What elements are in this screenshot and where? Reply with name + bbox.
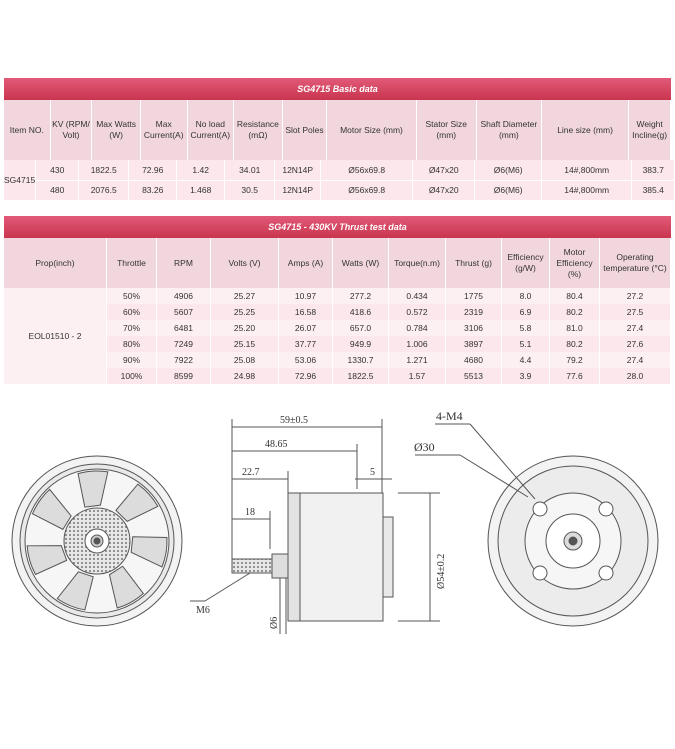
thrust-cell: 0.572	[389, 304, 446, 320]
thrust-cell: 79.2	[550, 352, 600, 368]
thrust-header-cell: Operating temperature (°C)	[600, 238, 671, 288]
thrust-cell: 3106	[446, 320, 502, 336]
thrust-cell: 657.0	[333, 320, 389, 336]
thrust-cell: 5607	[157, 304, 211, 320]
basic-cell: 14#,800mm	[542, 181, 632, 201]
thrust-header-cell: Volts (V)	[211, 238, 279, 288]
thrust-cell: 27.5	[600, 304, 671, 320]
basic-cell: 2076.5	[79, 181, 129, 201]
basic-cell: 30.5	[225, 181, 275, 201]
thrust-cell: 77.6	[550, 368, 600, 384]
thrust-cell: 1330.7	[333, 352, 389, 368]
thrust-cell: 80.2	[550, 336, 600, 352]
thrust-cell: 50%	[107, 288, 157, 304]
thrust-cell: 5.8	[502, 320, 550, 336]
basic-cell: 12N14P	[275, 160, 321, 180]
thrust-cell: 949.9	[333, 336, 389, 352]
basic-cell: 383.7	[632, 160, 675, 180]
thrust-cell: 28.0	[600, 368, 671, 384]
bolt-circle-label: Ø30	[414, 440, 435, 454]
thrust-cell: 1.271	[389, 352, 446, 368]
dim-body-label: 48.65	[265, 439, 288, 450]
thrust-cell: 8599	[157, 368, 211, 384]
basic-cell: Ø6(M6)	[475, 160, 542, 180]
basic-header-cell: Line size (mm)	[542, 100, 629, 160]
table-row	[36, 160, 675, 180]
rear-view-drawing	[415, 424, 658, 626]
prop-cell: EOL01510 - 2	[4, 288, 107, 384]
basic-header-cell: Resistance (mΩ)	[234, 100, 283, 160]
basic-cell: 83.26	[129, 181, 177, 201]
thrust-cell: 1.57	[389, 368, 446, 384]
table-row	[107, 304, 671, 320]
thrust-cell: 1775	[446, 288, 502, 304]
thrust-cell: 70%	[107, 320, 157, 336]
basic-cell: Ø47x20	[413, 160, 475, 180]
thrust-cell: 53.06	[279, 352, 333, 368]
rear-view-labels	[414, 409, 463, 454]
dim-total-label: 59±0.5	[280, 415, 308, 426]
thrust-cell: 7249	[157, 336, 211, 352]
basic-rows	[36, 160, 675, 200]
thrust-rows	[107, 288, 671, 384]
thrust-cell: 25.25	[211, 304, 279, 320]
thrust-cell: 2319	[446, 304, 502, 320]
thrust-cell: 100%	[107, 368, 157, 384]
thrust-cell: 6.9	[502, 304, 550, 320]
table-row	[107, 352, 671, 368]
thrust-cell: 5.1	[502, 336, 550, 352]
basic-cell: Ø56x69.8	[321, 160, 413, 180]
basic-header-cell: Shaft Diameter (mm)	[477, 100, 542, 160]
thrust-header-cell: Motor Efficiency (%)	[550, 238, 600, 288]
thrust-cell: 26.07	[279, 320, 333, 336]
basic-cell: 1.468	[177, 181, 225, 201]
thrust-header-cell: Torque(n.m)	[389, 238, 446, 288]
basic-cell: 1822.5	[79, 160, 129, 180]
thrust-cell: 8.0	[502, 288, 550, 304]
thrust-cell: 27.4	[600, 352, 671, 368]
thrust-cell: 80.2	[550, 304, 600, 320]
dim-right-label: 5	[370, 467, 375, 478]
basic-header-cell: Item NO.	[4, 100, 51, 160]
basic-data-table	[4, 78, 671, 200]
thrust-cell: 5513	[446, 368, 502, 384]
dim-diameter-label: Ø54±0.2	[436, 553, 447, 589]
thrust-cell: 80.4	[550, 288, 600, 304]
table-row	[36, 180, 675, 201]
table-row	[107, 336, 671, 352]
basic-cell: Ø6(M6)	[475, 181, 542, 201]
thrust-cell: 25.27	[211, 288, 279, 304]
thrust-cell: 25.08	[211, 352, 279, 368]
thrust-data-title: SG4715 - 430KV Thrust test data	[4, 216, 671, 238]
thrust-cell: 0.434	[389, 288, 446, 304]
thrust-cell: 25.15	[211, 336, 279, 352]
thrust-cell: 3.9	[502, 368, 550, 384]
thrust-header-cell: Efficiency (g/W)	[502, 238, 550, 288]
thrust-body	[4, 288, 671, 384]
basic-data-title: SG4715 Basic data	[4, 78, 671, 100]
thrust-cell: 4680	[446, 352, 502, 368]
basic-cell: 12N14P	[275, 181, 321, 201]
dim-shaft-label: 18	[245, 507, 255, 518]
table-row	[107, 320, 671, 336]
thrust-header-cell: Amps (A)	[279, 238, 333, 288]
basic-header-cell: No load Current(A)	[188, 100, 235, 160]
basic-cell: Ø56x69.8	[321, 181, 413, 201]
thrust-cell: 1822.5	[333, 368, 389, 384]
thrust-cell: 90%	[107, 352, 157, 368]
thrust-cell: 81.0	[550, 320, 600, 336]
thrust-header-cell: RPM	[157, 238, 211, 288]
basic-header-cell: Motor Size (mm)	[327, 100, 416, 160]
thrust-cell: 27.6	[600, 336, 671, 352]
thrust-header-cell: Prop(inch)	[4, 238, 107, 288]
basic-header-cell: Max Watts (W)	[92, 100, 141, 160]
thrust-cell: 37.77	[279, 336, 333, 352]
basic-cell: 14#,800mm	[542, 160, 632, 180]
basic-header-cell: Stator Size (mm)	[417, 100, 477, 160]
dim-mid-label: 22.7	[242, 467, 260, 478]
thrust-cell: 60%	[107, 304, 157, 320]
basic-header-cell: Slot Poles	[283, 100, 328, 160]
thrust-cell: 16.58	[279, 304, 333, 320]
thrust-cell: 3897	[446, 336, 502, 352]
thrust-cell: 418.6	[333, 304, 389, 320]
basic-cell: 1.42	[177, 160, 225, 180]
thrust-cell: 7922	[157, 352, 211, 368]
front-view-drawing	[12, 456, 182, 626]
thrust-cell: 24.98	[211, 368, 279, 384]
thrust-cell: 25.20	[211, 320, 279, 336]
thrust-cell: 10.97	[279, 288, 333, 304]
thrust-header-cell: Thrust (g)	[446, 238, 502, 288]
basic-cell: 34.01	[225, 160, 275, 180]
holes-label: 4-M4	[436, 409, 463, 423]
thrust-cell: 80%	[107, 336, 157, 352]
basic-body	[4, 160, 671, 200]
basic-cell: 480	[36, 181, 79, 201]
basic-header-cell: Weight Incline(g)	[629, 100, 671, 160]
table-row	[107, 368, 671, 384]
thrust-cell: 27.4	[600, 320, 671, 336]
basic-cell: 72.96	[129, 160, 177, 180]
thrust-header-row	[4, 238, 671, 288]
thread-label: M6	[196, 605, 210, 616]
thrust-cell: 277.2	[333, 288, 389, 304]
thrust-cell: 1.006	[389, 336, 446, 352]
thrust-header-cell: Watts (W)	[333, 238, 389, 288]
table-row	[107, 288, 671, 304]
thrust-header-cell: Throttle	[107, 238, 157, 288]
basic-header-row	[4, 100, 671, 160]
basic-cell: 430	[36, 160, 79, 180]
thrust-cell: 27.2	[600, 288, 671, 304]
thrust-cell: 72.96	[279, 368, 333, 384]
basic-header-cell: KV (RPM/ Volt)	[51, 100, 93, 160]
basic-cell: 385.4	[632, 181, 675, 201]
motor-drawings	[0, 389, 675, 749]
thrust-cell: 6481	[157, 320, 211, 336]
basic-cell: Ø47x20	[413, 181, 475, 201]
thrust-cell: 4.4	[502, 352, 550, 368]
basic-item-cell: SG4715	[4, 160, 36, 200]
thrust-data-table	[4, 216, 671, 384]
side-view-drawing	[190, 419, 440, 634]
thrust-cell: 4906	[157, 288, 211, 304]
thrust-cell: 0.784	[389, 320, 446, 336]
dim-shaft-dia-label: Ø6	[269, 616, 280, 629]
basic-header-cell: Max Current(A)	[141, 100, 188, 160]
